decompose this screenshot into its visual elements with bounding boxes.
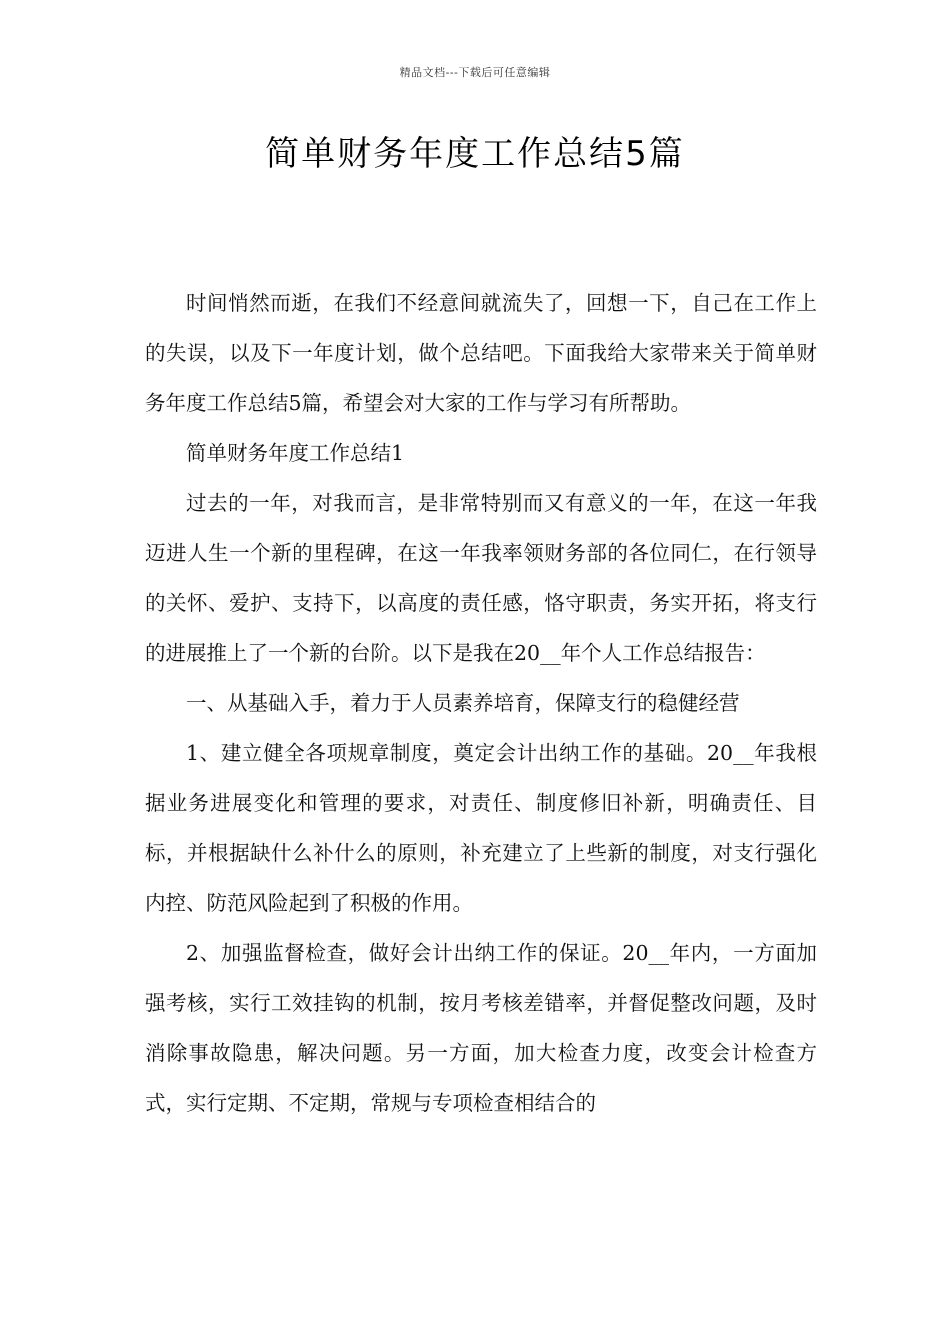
document-body (145, 278, 817, 1128)
body-paragraph: 1、建立健全各项规章制度，奠定会计出纳工作的基础。20__年我根据业务进展变化和管理的要求，对责任、制度修旧补新，明确责任、目标，并根据缺什么补什么的原则，补充建立了上些新的制度，对支行强化内控、防范风险起到了积极的作用。 (145, 741, 817, 915)
subsection-heading: 一、从基础入手，着力于人员素养培育，保障支行的稳健经营 (186, 691, 740, 715)
intro-paragraph: 时间悄然而逝，在我们不经意间就流失了，回想一下，自己在工作上的失误，以及下一年度计划，做个总结吧。下面我给大家带来关于简单财务年度工作总结5篇，希望会对大家的工作与学习有所帮助。 (145, 291, 817, 415)
section-heading: 简单财务年度工作总结1 (186, 441, 405, 465)
body-paragraph: 过去的一年，对我而言，是非常特别而又有意义的一年，在这一年我迈进人生一个新的里程碑，在这一年我率领财务部的各位同仁，在行领导的关怀、爱护、支持下，以高度的责任感，恪守职责，务实开拓，将支行的进展推上了一个新的台阶。以下是我在20__年个人工作总结报告： (145, 491, 817, 665)
document-title: 简单财务年度工作总结5篇 (265, 134, 685, 174)
header-note: 精品文档---下载后可任意编辑 (399, 66, 551, 79)
body-paragraph: 2、加强监督检查，做好会计出纳工作的保证。20__年内，一方面加强考核，实行工效挂钩的机制，按月考核差错率，并督促整改问题，及时消除事故隐患，解决问题。另一方面，加大检查力度，改变会计检查方式，实行定期、不定期，常规与专项检查相结合的 (145, 941, 817, 1115)
